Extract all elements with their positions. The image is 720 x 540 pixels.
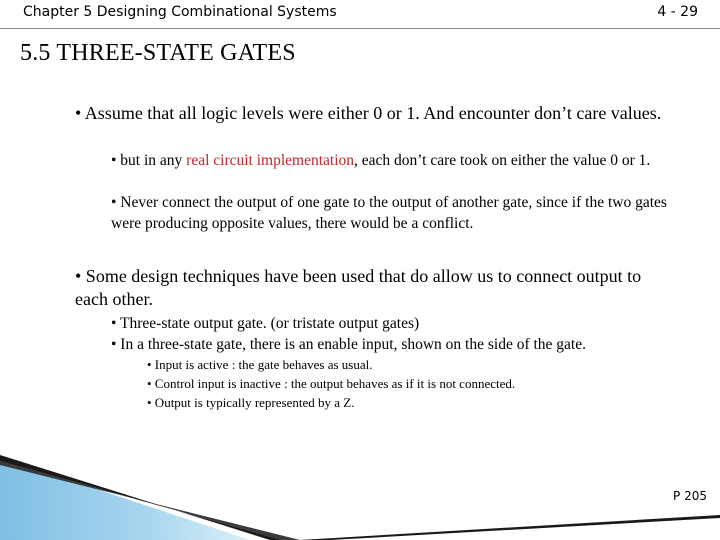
- slide-title: 5.5 THREE-STATE GATES: [20, 40, 296, 66]
- bullet-1-sub-1-pre: • but in any: [111, 152, 187, 169]
- page-number: 4 - 29: [657, 4, 698, 20]
- bullet-2: • Some design techniques have been used that do allow us to connect output to each other.: [75, 266, 642, 309]
- bullet-1-sub-1: [111, 150, 671, 171]
- bullet-2-subsub-2: • Control input is inactive : the output behaves as if it is not connected.: [147, 376, 516, 391]
- bullet-2-subsub-1: • Input is active : the gate behaves as usual.: [147, 357, 373, 372]
- highlight-text: real circuit implementation: [186, 152, 355, 169]
- bullet-1: • Assume that all logic levels were either 0 or 1. And encounter don’t care values.: [75, 103, 662, 123]
- bullet-2-subsub-3: • Output is typically represented by a Z.: [147, 395, 355, 410]
- bullet-2-sub-2: • In a three-state gate, there is an enable input, shown on the side of the gate.: [111, 336, 586, 353]
- page-reference: P 205: [673, 489, 707, 503]
- decorative-swoosh: [0, 455, 720, 540]
- bullet-2-sub-1: • Three-state output gate. (or tristate output gates): [111, 315, 420, 332]
- bullet-1-sub-2: • Never connect the output of one gate to the output of another gate, since if the two gates were producing opposite values, there would be a conflict.: [111, 194, 667, 232]
- chapter-title: Chapter 5 Designing Combinational Systems: [23, 4, 337, 20]
- slide-header: [0, 0, 720, 29]
- bullet-1-sub-1-post: , each don’t care took on either the value 0 or 1.: [354, 152, 651, 169]
